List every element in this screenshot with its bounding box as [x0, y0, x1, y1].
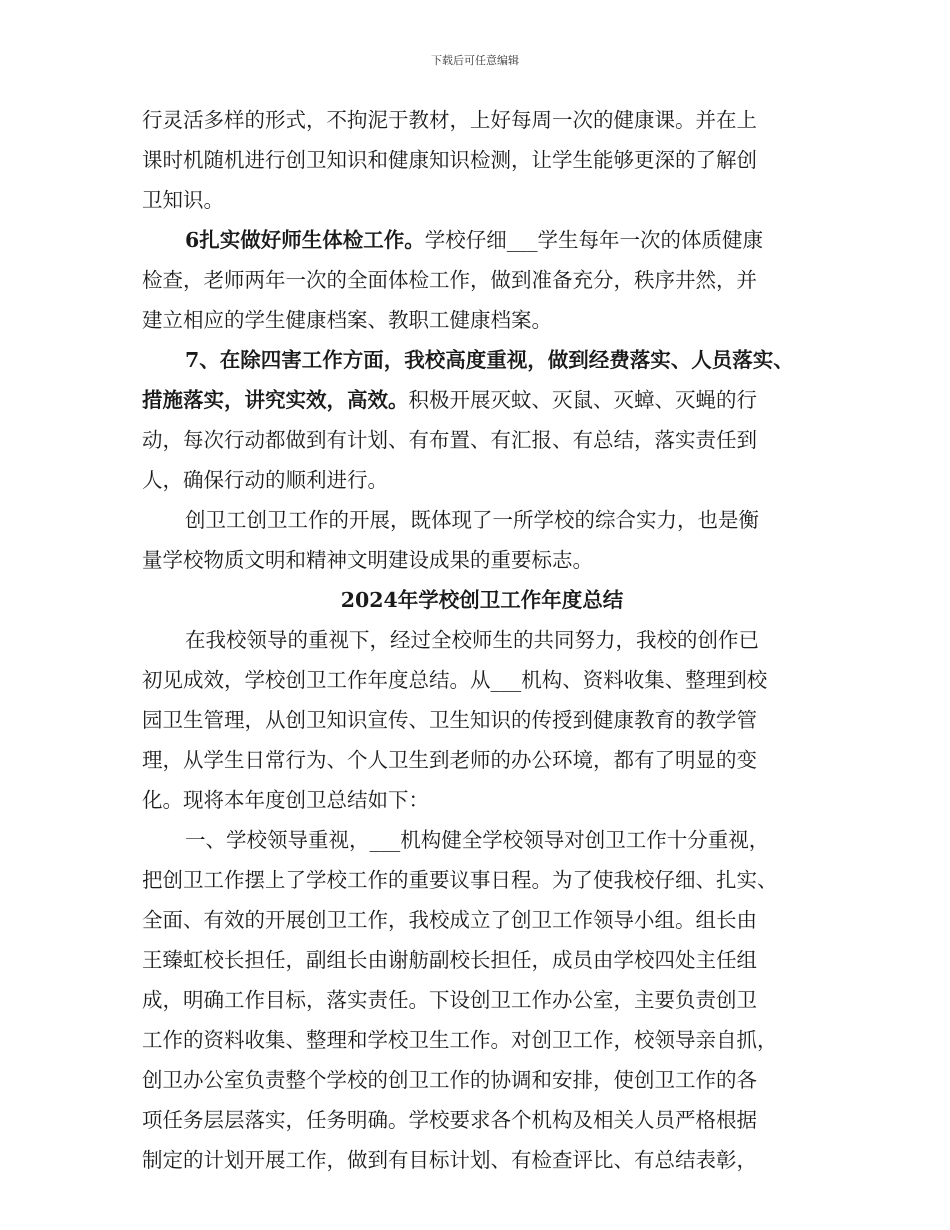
- text-line: 王臻虹校长担任，副组长由谢舫副校长担任，成员由学校四处主任组: [142, 948, 757, 972]
- text-span: 学校仔细___学生每年一次的体质健康: [424, 228, 764, 252]
- bold-heading: 措施落实，讲究实效，高效。: [142, 388, 409, 412]
- text-line: 化。现将本年度创卫总结如下：: [142, 788, 429, 812]
- bold-heading-line: 7、在除四害工作方面，我校高度重视，做到经费落实、人员落实、: [185, 348, 794, 372]
- text-line: 项任务层层落实，任务明确。学校要求各个机构及相关人员严格根据: [142, 1108, 757, 1132]
- text-line: 检查，老师两年一次的全面体检工作，做到准备充分，秩序井然，并: [142, 268, 757, 292]
- text-span: 积极开展灭蚊、灭鼠、灭蟑、灭蝇的行: [408, 388, 757, 412]
- text-line: 行灵活多样的形式，不拘泥于教材，上好每周一次的健康课。并在上: [142, 108, 757, 132]
- text-line: 卫知识。: [142, 188, 224, 212]
- bold-heading: 6扎实做好师生体检工作。: [185, 228, 425, 252]
- text-line: 一、学校领导重视，___机构健全学校领导对创卫工作十分重视，: [185, 828, 770, 852]
- text-line: 动，每次行动都做到有计划、有布置、有汇报、有总结，落实责任到: [142, 428, 757, 452]
- page-header: 下载后可任意编辑: [431, 54, 519, 67]
- text-line: 课时机随机进行创卫知识和健康知识检测，让学生能够更深的了解创: [142, 148, 757, 172]
- text-line: 创卫工创卫工作的开展，既体现了一所学校的综合实力，也是衡: [185, 508, 759, 532]
- text-line: 在我校领导的重视下，经过全校师生的共同努力，我校的创作已: [185, 628, 759, 652]
- text-line: 园卫生管理，从创卫知识宣传、卫生知识的传授到健康教育的教学管: [142, 708, 757, 732]
- text-line: 人，确保行动的顺利进行。: [142, 468, 388, 492]
- text-line: 把创卫工作摆上了学校工作的重要议事日程。为了使我校仔细、扎实、: [142, 868, 778, 892]
- text-line: 理，从学生日常行为、个人卫生到老师的办公环境，都有了明显的变: [142, 748, 757, 772]
- section-title: 2024年学校创卫工作年度总结: [340, 588, 624, 612]
- text-line: 全面、有效的开展创卫工作，我校成立了创卫工作领导小组。组长由: [142, 908, 757, 932]
- text-line: 成，明确工作目标，落实责任。下设创卫工作办公室，主要负责创卫: [142, 988, 757, 1012]
- paragraph-line: [142, 220, 832, 260]
- text-line: 制定的计划开展工作，做到有目标计划、有检查评比、有总结表彰，: [142, 1148, 757, 1172]
- text-line: 初见成效，学校创卫工作年度总结。从___机构、资料收集、整理到校: [142, 668, 768, 692]
- paragraph-line: [142, 380, 832, 420]
- text-line: 创卫办公室负责整个学校的创卫工作的协调和安排，使创卫工作的各: [142, 1068, 757, 1092]
- text-line: 工作的资料收集、整理和学校卫生工作。对创卫工作，校领导亲自抓，: [142, 1028, 778, 1052]
- text-line: 量学校物质文明和精神文明建设成果的重要标志。: [142, 548, 593, 572]
- document-body: [142, 100, 832, 1180]
- text-line: 建立相应的学生健康档案、教职工健康档案。: [142, 308, 552, 332]
